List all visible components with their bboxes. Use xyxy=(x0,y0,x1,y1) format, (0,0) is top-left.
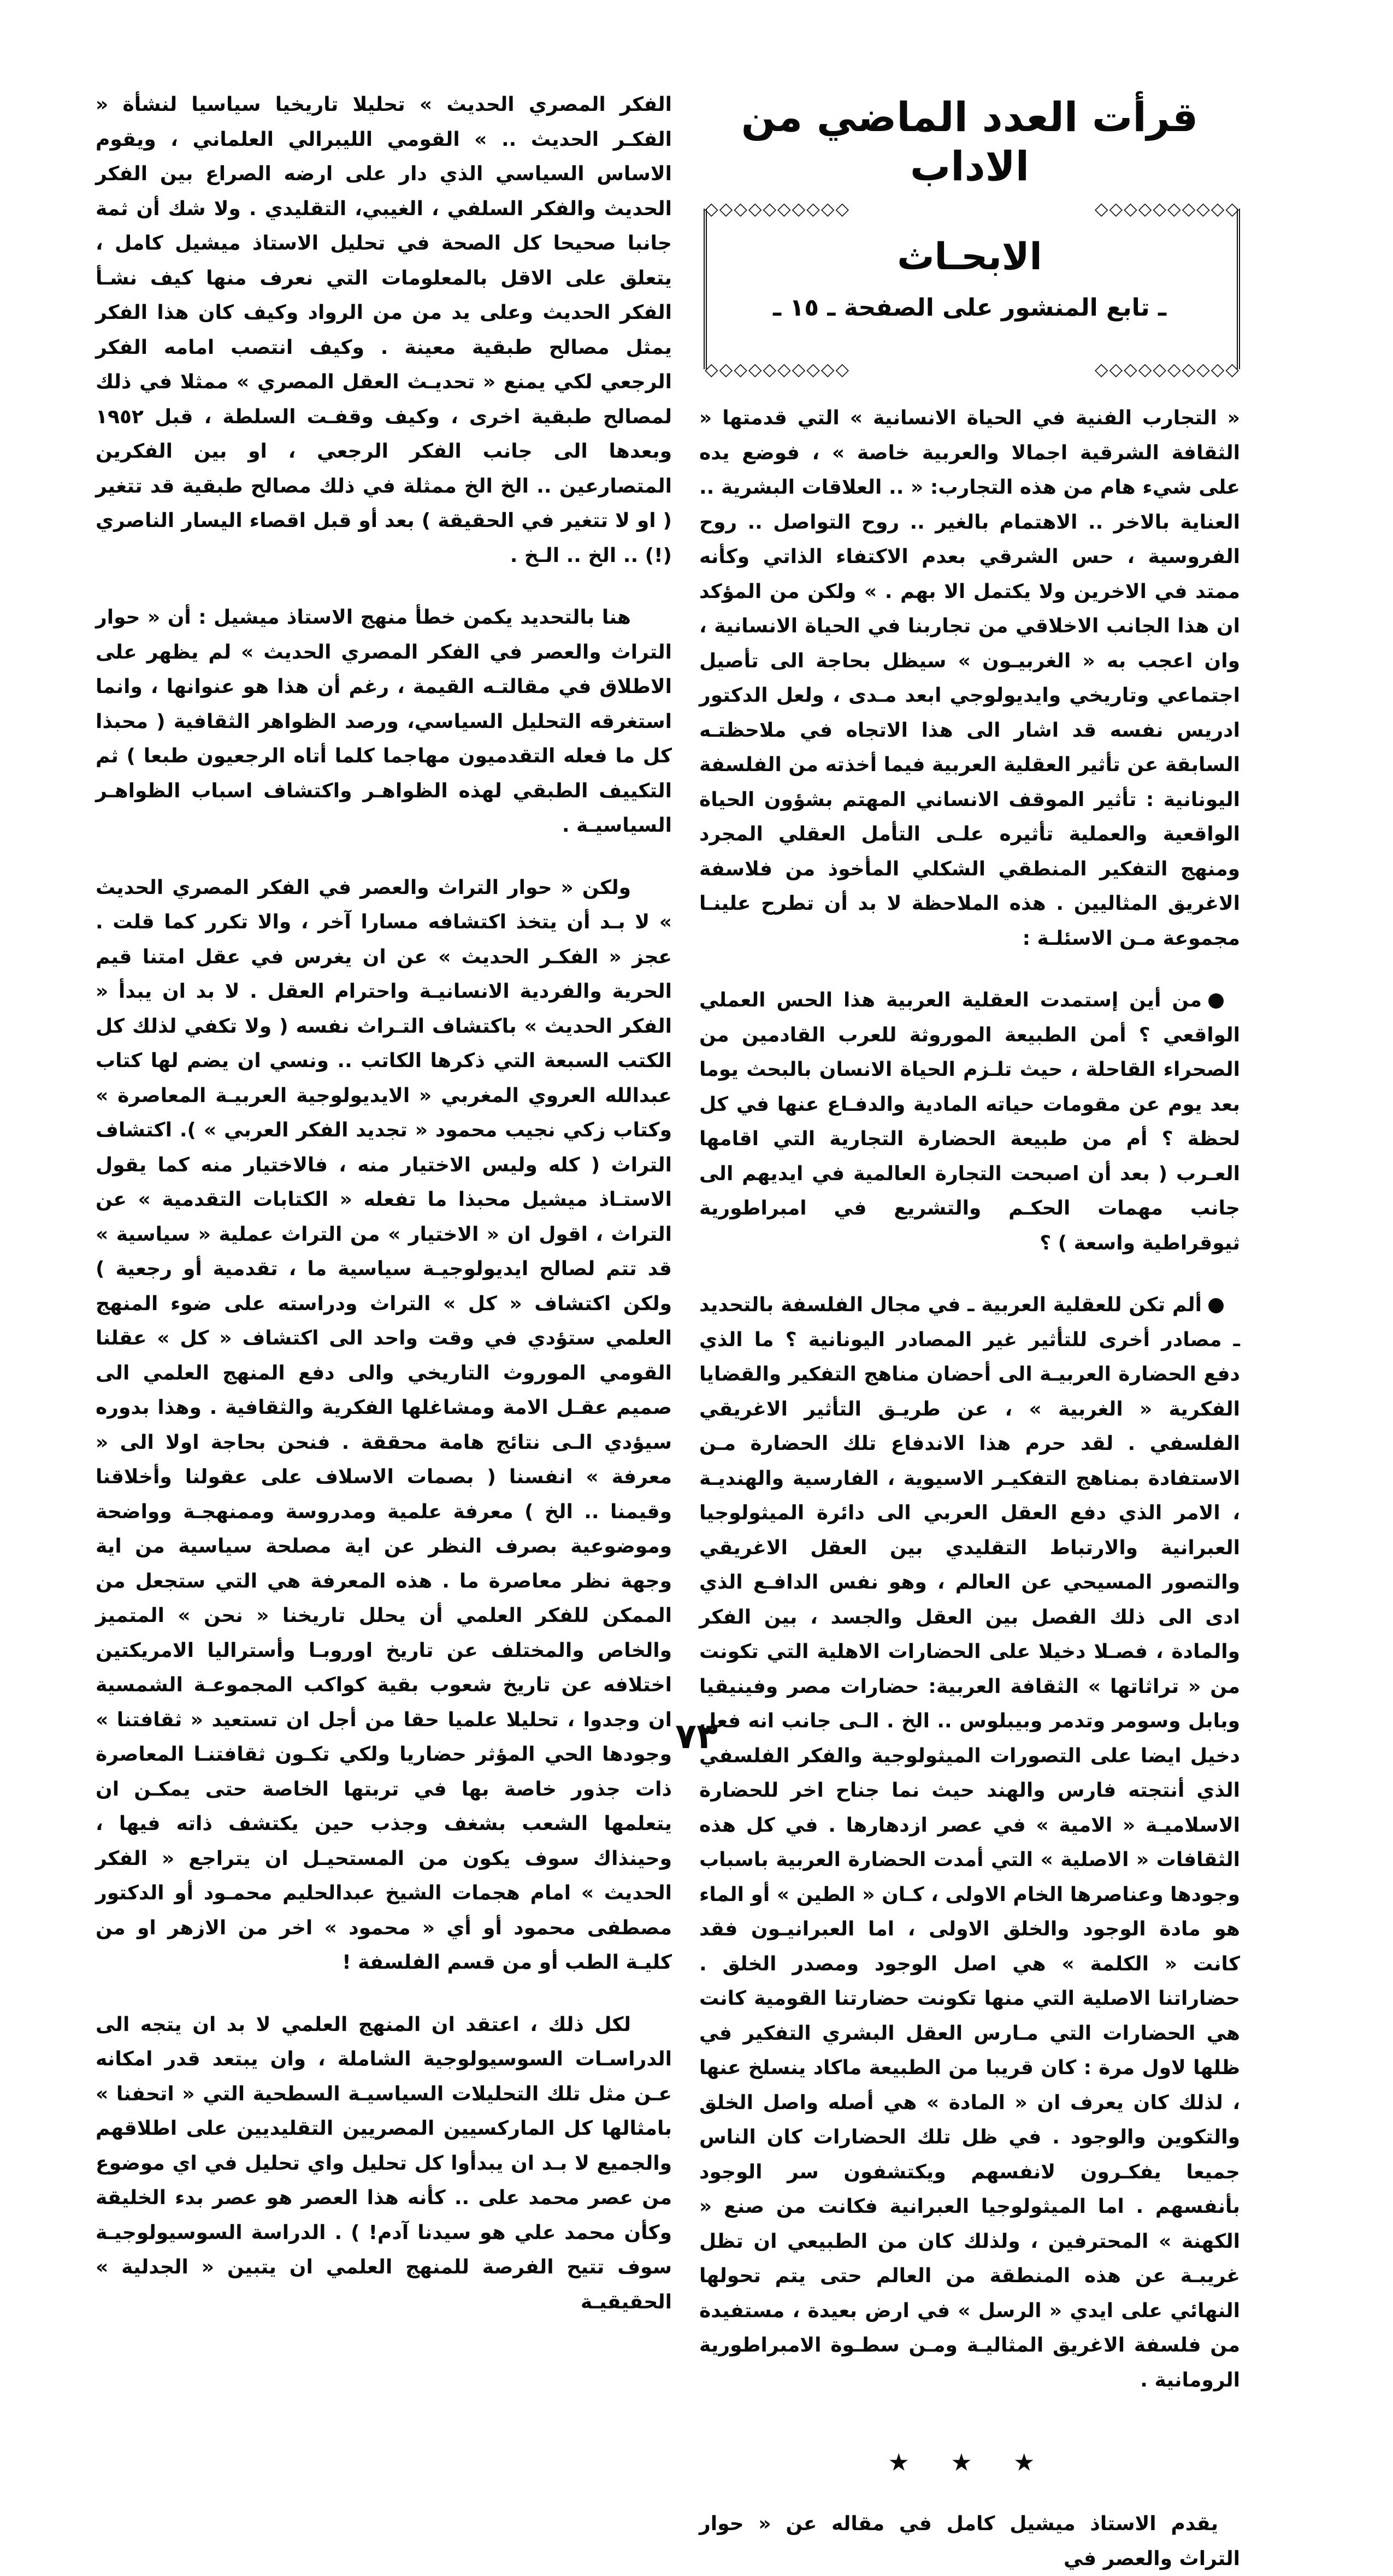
section-title: الابحـاث xyxy=(897,235,1042,279)
star-separator-icon: ★ ★ ★ xyxy=(888,2449,1052,2477)
bullet-icon xyxy=(1208,993,1224,1009)
diamond-ornament-icon: ◇◇◇◇◇◇◇◇◇◇ xyxy=(1094,198,1240,219)
body-paragraph: لكل ذلك ، اعتقد ان المنهج العلمي لا بد ان يتجه الى الدراسـات السوسيولوجية الشاملة ، وان يبتعد قدر امكانه عـن مثل تلك التحليلات السياسيـة السطحية التي « اتحفنا » بامثالها كل الماركسيين المصريين التقليديين على اطلاقهم والجميع لا بـد ان يبدأوا كل تحليل واي تحليل في اي موضوع من عصر محمد على .. كأنه هذا العصر هو عصر بدء الخليقة وكأن محمد علي هو سيدنا آدم! ) . الدراسة السوسيولوجيـة سوف تتيح الفرصة للمنهج العلمي ان يتبين « الجدلية » الحقيقيـة xyxy=(96,2013,672,2313)
next-article-lead: يقدم الاستاذ ميشيل كامل في مقاله عن « حوار التراث والعصر في xyxy=(699,2513,1240,2570)
section-header-frame xyxy=(699,199,1240,379)
bullet-text: ألم تكن للعقلية العربية ـ في مجال الفلسفة بالتحديد ـ مصادر أخرى للتأثير غير المصادر اليونانية ؟ ما الذي دفع الحضارة العربيـة الى أحضان مناهج التفكير والقضايا الفكرية « الغربية » ، عن طريـق التأثير الاغريقي الفلسفي . لقد حرم هذا الاندفاع تلك الحضارة مـن الاستفادة بمناهج التفكيـر الاسيوية ، الفارسية والهنديـة ، الامر الذي دفع العقل العربي الى دائرة الميثولوجيا العبرانية والارتباط التقليدي بين العقل الاغريقي والتصور المسيحي عن العالم ، وهو نفس الدافـع الذي ادى الى ذلك الفصل بين العقل والجسد ، بين الفكر والمادة ، فصـلا دخيلا على الحضارات الاهلية التي تكونت من « تراثاتها » الثقافة العربية: حضارات مصر وفينيقيا وبابل وسومر وتدمر وبيبلوس .. الخ . الـى جانب انه فعل دخيل ايضا على التصورات الميثولوجية والفكر الفلسفي الذي أنتجته فارس والهند حيث نما جناح اخر للحضارة الاسلاميـة « الامية » في عصر ازدهارها . في كل هذه الثقافات « الاصلية » التي أمدت الحضارة العربية باسباب وجودها وعناصرها الخام الاولى ، كـان « الطين » أو الماء هو مادة الوجود والخلق الاولى ، اما العبرانيـون فقد كانت « الكلمة » هي اصل الوجود ومصدر الخلق . حضاراتنا الاصلية التي منها تكونت حضارتنا القومية كانت هي الحضارات التي مـارس العقل البشري التفكير في ظلها لاول مرة : كان قريبا من الطبيعة ماكاد ينسلخ عنها ، لذلك كان يعرف ان « المادة » هي أصله واصل الخلق والتكوين والوجود . في ظل تلك الحضارات كان الناس جميعا يفكـرون لانفسهم ويكتشفون سر الوجود بأنفسهم . اما الميثولوجيا العبرانية فكانت من صنع « الكهنة » المحترفين ، ولذلك كان من الطبيعي ان تظل غريبـة عن هذه المنطقة من العالم حتى يتم تحولها النهائي على ايدي « الرسل » في ارض بعيدة ، مستفيدة من فلسفة الاغريق المثاليـة ومـن سطـوة الامبراطورية الرومانية . xyxy=(699,1294,1240,2391)
diamond-ornament-icon: ◇◇◇◇◇◇◇◇◇◇ xyxy=(705,359,851,380)
right-column xyxy=(699,87,1240,2576)
page-number: ٧٣ xyxy=(675,1716,718,1757)
body-paragraph: ولكن « حوار التراث والعصر في الفكر المصري الحديث » لا بـد أن يتخذ اكتشافه مسارا آخر ، والا تكرر كما قلت . عجز « الفكـر الحديث » عن ان يغرس في عقل امتنا قيم الحرية والفردية الانسانيـة واحترام العقل . لا بد ان يبدأ « الفكر الحديث » باكتشاف التـراث نفسه ( ولا تكفي لذلك كل الكتب السبعة التي ذكرها الكاتب .. ونسي ان يضم لها كتاب عبدالله العروي المغربي « الايديولوجية العربيـة المعاصرة » وكتاب زكي نجيب محمود « تجديد الفكر العربي » ). اكتشاف التراث ( كله وليس الاختيار منه ، فالاختيار منه كما يقول الاستـاذ ميشيل محبذا ما تفعله « الكتابات التقدمية » عن التراث ، اقول ان « الاختيار » من التراث عملية « سياسية » قد تتم لصالح ايديولوجيـة سياسية ما ، تقدمية أو رجعية ) ولكن اكتشاف « كل » التراث ودراسته على ضوء المنهج العلمي ستؤدي في وقت واحد الى اكتشاف « كل » عقلنا القومي الموروث التاريخي والى دفع المنهج العلمي الى صميم عقـل الامة ومشاغلها الفكرية والثقافية . وهذا بدوره سيؤدي الـى نتائج هامة محققة . فنحن بحاجة اولا الى « معرفة » انفسنا ( بصمات الاسلاف على عقولنا وأخلاقنا وقيمنا .. الخ ) معرفة علمية ومدروسة وممنهجـة وواضحة وموضوعية بصرف النظر عن اية مصلحة سياسية من اية وجهة نظر معاصرة ما . هذه المعرفة هي التي ستجعل من الممكن للفكر العلمي أن يحلل تاريخنا « نحن » المتميز والخاص والمختلف عن تاريخ اوروبـا وأستراليا الامريكتين اختلافه عن تاريخ شعوب بقية كواكب المجموعـة الشمسية ان وجدوا ، تحليلا علميا حقا من أجل ان تستعيد « ثقافتنا » وجودها الحي المؤثر حضاريا ولكي تكـون ثقافتنـا المعاصرة ذات جذور خاصة بها في تربتها الخاصة حتى يمكـن ان يتعلمها الشعب بشغف وجذب حين يكتشف ذاته فيها ، وحينذاك سوف يكون من المستحيـل ان يتراجع « الفكر الحديث » امام هجمات الشيخ عبدالحليم محمـود أو الدكتور مصطفى محمود أو أي « محمود » اخر من الازهر او من كليـة الطب أو من قسم الفلسفة ! xyxy=(96,876,672,1974)
body-paragraph: الفكر المصري الحديث » تحليلا تاريخيا سياسيا لنشأة « الفكـر الحديث .. » القومي الليبرالي العلماني ، ويقوم الاساس السياسي الذي دار على ارضه الصراع بين الفكر الحديث والفكر السلفي ، الغيبي، التقليدي . ولا شك أن ثمة جانبا صحيحا كل الصحة في تحليل الاستاذ ميشيل كامل ، يتعلق على الاقل بالمعلومات التي نعرف منها كيف نشـأ الفكر الحديث وعلى يد من من الرواد وكيف كان هذا الفكر يمثل مصالح طبقية معينة . وكيف انتصب امامه الفكر الرجعي لكي يمنع « تحديـث العقل المصري » ممثلا في ذلك لمصالح طبقية اخرى ، وكيف وقفـت السلطة ، قبل ١٩٥٢ وبعدها الى جانب الفكر الرجعي ، او بين الفكرين المتصارعين .. الخ الخ ممثلة في ذلك مصالح طبقية قد تتغير ( او لا تتغير في الحقيقة ) بعد أو قبل اقصاء اليسار الناصري (!) .. الخ .. الـخ . xyxy=(96,93,672,567)
masthead-title: قرأت العدد الماضي من الاداب xyxy=(741,94,1199,190)
body-paragraph: هنا بالتحديد يكمن خطأ منهج الاستاذ ميشيل : أن « حوار التراث والعصر في الفكر المصري الحديث » لم يظهر على الاطلاق في مقالتـه القيمة ، رغم أن هذا هو عنوانها ، وانما استغرقه التحليل السياسي، ورصد الظواهر الثقافية ( محبذا كل ما فعله التقدميون مهاجما كلما أتاه الرجعيون طبعا ) ثم التكييف الطبقي لهذه الظواهـر واكتشاف اسباب الظواهـر السياسيـة . xyxy=(96,606,672,837)
body-paragraph: « التجارب الفنية في الحياة الانسانية » التي قدمتها « الثقافة الشرقية اجمالا والعربية خاصة » ، فوضع يده على شيء هام من هذه التجارب: « .. العلاقات البشرية .. العناية بالاخر .. الاهتمام بالغير .. روح التواصل .. روح الفروسية ، حس الشرقي بعدم الاكتفاء الذاتي وكأنه ممتد في الاخرين ولا يكتمل الا بهم . » ولكن من المؤكد ان هذا الجانب الاخلاقي من تجاربنا في الحياة الانسانية ، وان اعجب به « الغربيـون » سيظل بحاجة الى تأصيل اجتماعي وتاريخي وايديولوجي ابعد مـدى ، ولعل الدكتور ادريس نفسه قد اشار الى هذا الاتجاه في ملاحظتـه السابقة عن تأثير العقلية العربية فيما أخذته من الفلسفة اليونانية : تأثير الموقف الانساني المهتم بشؤون الحياة الواقعية والعملية تأثيره علـى التأمل العقلي المجرد ومنهج التفكير المنطقي الشكلي المأخوذ من فلاسفة الاغريق المثاليين . هذه الملاحظة لا بد أن تطرح علينـا مجموعة مـن الاسئلـة : xyxy=(699,407,1240,950)
bullet-icon xyxy=(1208,1298,1224,1313)
bullet-question xyxy=(699,1288,1240,2397)
diamond-ornament-icon: ◇◇◇◇◇◇◇◇◇◇ xyxy=(1094,359,1240,380)
left-column xyxy=(96,87,672,2319)
bullet-text: من أين إستمدت العقلية العربية هذا الحس العملي الواقعي ؟ أمن الطبيعة الموروثة للعرب القادمين من الصحراء القاحلة ، حيث تلـزم الحياة الانسان بالبحث يوما بعد يوم عن مقومات حياته المادية والدفـاع عنها في كل لحظة ؟ أم من طبيعة الحضارة التجارية التي اقامها العـرب ( بعد أن اصبحت التجارة العالمية في ايديهم الى جانب مهمات الحكـم والتشريع في امبراطورية ثيوقراطية واسعة ) ؟ xyxy=(699,989,1240,1254)
section-subtitle: ـ تابع المنشور على الصفحة ـ ١٥ ـ xyxy=(773,294,1166,322)
diamond-ornament-icon: ◇◇◇◇◇◇◇◇◇◇ xyxy=(705,198,851,219)
bullet-question xyxy=(699,983,1240,1260)
